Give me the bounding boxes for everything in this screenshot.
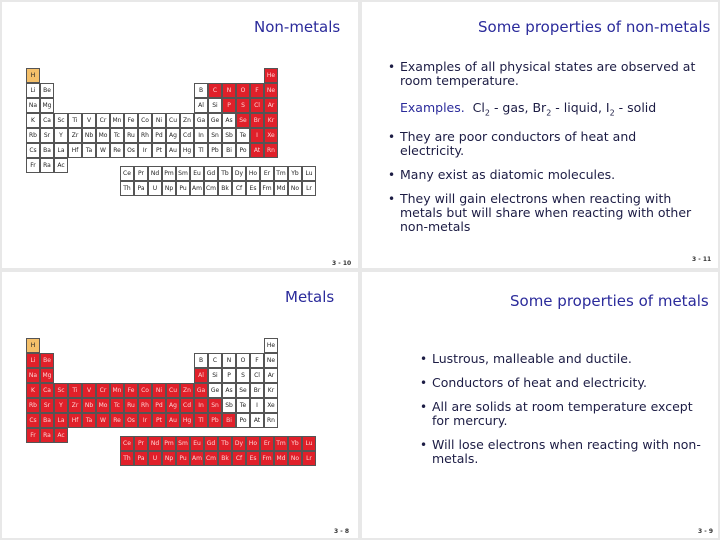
element-ca: Ca (40, 113, 54, 128)
element-cs: Cs (26, 143, 40, 158)
bullet-item: • Lustrous, malleable and ductile. (420, 352, 710, 366)
bromine-state: - liquid, (551, 100, 606, 115)
element-bi: Bi (222, 143, 236, 158)
element-te: Te (236, 398, 250, 413)
element-hg: Hg (180, 413, 194, 428)
element-tl: Tl (194, 413, 208, 428)
element-gd: Gd (204, 436, 218, 451)
element-nb: Nb (82, 128, 96, 143)
element-mg: Mg (40, 368, 54, 383)
element-cl: Cl (250, 98, 264, 113)
element-f: F (250, 353, 264, 368)
element-pm: Pm (162, 166, 176, 181)
element-cs: Cs (26, 413, 40, 428)
element-co: Co (138, 113, 152, 128)
element-br: Br (250, 383, 264, 398)
element-b: B (194, 83, 208, 98)
element-na: Na (26, 368, 40, 383)
element-rb: Rb (26, 398, 40, 413)
element-la: La (54, 143, 68, 158)
element-es: Es (246, 451, 260, 466)
element-pr: Pr (134, 436, 148, 451)
slide-title: Metals (285, 288, 335, 306)
element-pu: Pu (176, 181, 190, 196)
element-ce: Ce (120, 436, 134, 451)
element-s: S (236, 368, 250, 383)
element-rh: Rh (138, 128, 152, 143)
element-u: U (148, 451, 162, 466)
element-rb: Rb (26, 128, 40, 143)
element-ge: Ge (208, 383, 222, 398)
element-tc: Tc (110, 128, 124, 143)
element-la: La (54, 413, 68, 428)
element-pb: Pb (208, 143, 222, 158)
element-zn: Zn (180, 113, 194, 128)
element-lu: Lu (302, 166, 316, 181)
element-cu: Cu (166, 113, 180, 128)
element-mg: Mg (40, 98, 54, 113)
element-cf: Cf (232, 181, 246, 196)
element-sn: Sn (208, 398, 222, 413)
element-mo: Mo (96, 128, 110, 143)
element-fr: Fr (26, 428, 40, 443)
element-cd: Cd (180, 398, 194, 413)
element-br: Br (250, 113, 264, 128)
element-am: Am (190, 451, 204, 466)
element-sr: Sr (40, 128, 54, 143)
element-ac: Ac (54, 428, 68, 443)
element-rh: Rh (138, 398, 152, 413)
element-dy: Dy (232, 166, 246, 181)
element-gd: Gd (204, 166, 218, 181)
element-pb: Pb (208, 413, 222, 428)
element-no: No (288, 451, 302, 466)
element-li: Li (26, 83, 40, 98)
slide-metal-properties (362, 272, 718, 538)
element-lu: Lu (302, 436, 316, 451)
element-p: P (222, 98, 236, 113)
element-ta: Ta (82, 413, 96, 428)
element-s: S (236, 98, 250, 113)
element-c: C (208, 83, 222, 98)
element-cl: Cl (250, 368, 264, 383)
element-mn: Mn (110, 383, 124, 398)
bullet-item: • They will gain electrons when reacting with metals but will share when reacting with other non-metals (388, 192, 700, 234)
element-po: Po (236, 143, 250, 158)
element-mo: Mo (96, 398, 110, 413)
bullet-item: • Will lose electrons when reacting with non-metals. (420, 438, 710, 466)
element-cm: Cm (204, 451, 218, 466)
element-au: Au (166, 143, 180, 158)
element-th: Th (120, 181, 134, 196)
element-md: Md (274, 181, 288, 196)
element-sm: Sm (176, 166, 190, 181)
iodine-state: - solid (614, 100, 657, 115)
element-pu: Pu (176, 451, 190, 466)
bullet-item: • Examples of all physical states are observed at room temperature. (388, 60, 700, 88)
element-pd: Pd (152, 398, 166, 413)
element-ti: Ti (68, 383, 82, 398)
element-eu: Eu (190, 166, 204, 181)
element-al: Al (194, 98, 208, 113)
element-kr: Kr (264, 113, 278, 128)
element-be: Be (40, 353, 54, 368)
slide-metals (2, 272, 358, 538)
element-n: N (222, 83, 236, 98)
bullet-list-bottom (388, 130, 700, 244)
element-c: C (208, 353, 222, 368)
element-se: Se (236, 113, 250, 128)
element-o: O (236, 353, 250, 368)
element-bk: Bk (218, 451, 232, 466)
element-te: Te (236, 128, 250, 143)
element-po: Po (236, 413, 250, 428)
element-er: Er (260, 436, 274, 451)
element-kr: Kr (264, 383, 278, 398)
element-ac: Ac (54, 158, 68, 173)
element-se: Se (236, 383, 250, 398)
element-sb: Sb (222, 128, 236, 143)
element-cm: Cm (204, 181, 218, 196)
element-ca: Ca (40, 383, 54, 398)
element-ce: Ce (120, 166, 134, 181)
element-cf: Cf (232, 451, 246, 466)
element-th: Th (120, 451, 134, 466)
element-ag: Ag (166, 128, 180, 143)
element-nd: Nd (148, 166, 162, 181)
page-number: 3 - 9 (698, 528, 714, 535)
element-he: He (264, 338, 278, 353)
element-os: Os (124, 143, 138, 158)
element-ru: Ru (124, 128, 138, 143)
element-na: Na (26, 98, 40, 113)
element-w: W (96, 413, 110, 428)
element-zr: Zr (68, 128, 82, 143)
element-xe: Xe (264, 398, 278, 413)
element-pm: Pm (162, 436, 176, 451)
element-nd: Nd (148, 436, 162, 451)
element-ga: Ga (194, 383, 208, 398)
element-sr: Sr (40, 398, 54, 413)
element-at: At (250, 143, 264, 158)
element-pa: Pa (134, 451, 148, 466)
element-ra: Ra (40, 428, 54, 443)
element-f: F (250, 83, 264, 98)
element-sc: Sc (54, 383, 68, 398)
element-ag: Ag (166, 398, 180, 413)
element-i: I (250, 128, 264, 143)
element-ge: Ge (208, 113, 222, 128)
element-i: I (250, 398, 264, 413)
element-y: Y (54, 398, 68, 413)
element-lr: Lr (302, 451, 316, 466)
element-ir: Ir (138, 413, 152, 428)
element-os: Os (124, 413, 138, 428)
iodine-formula: $I_2$ (605, 100, 615, 118)
element-np: Np (162, 181, 176, 196)
element-lr: Lr (302, 181, 316, 196)
element-sn: Sn (208, 128, 222, 143)
element-al: Al (194, 368, 208, 383)
element-ti: Ti (68, 113, 82, 128)
slide-title: Non-metals (254, 18, 341, 36)
element-rn: Rn (264, 143, 278, 158)
element-in: In (194, 128, 208, 143)
examples-line (400, 100, 656, 122)
element-fe: Fe (124, 383, 138, 398)
element-hg: Hg (180, 143, 194, 158)
element-ne: Ne (264, 353, 278, 368)
element-ho: Ho (246, 436, 260, 451)
bullet-list (420, 352, 710, 476)
examples-label: Examples. (400, 100, 465, 115)
element-pt: Pt (152, 413, 166, 428)
element-fm: Fm (260, 451, 274, 466)
element-sm: Sm (176, 436, 190, 451)
slide-nonmetals (2, 2, 358, 268)
chlorine-formula: $Cl_2$ (472, 100, 490, 118)
element-tb: Tb (218, 436, 232, 451)
bullet-list-top (388, 60, 700, 98)
element-be: Be (40, 83, 54, 98)
bullet-item: • Many exist as diatomic molecules. (388, 168, 700, 182)
element-y: Y (54, 128, 68, 143)
element-pa: Pa (134, 181, 148, 196)
element-ar: Ar (264, 98, 278, 113)
element-dy: Dy (232, 436, 246, 451)
element-ni: Ni (152, 113, 166, 128)
element-tb: Tb (218, 166, 232, 181)
element-ar: Ar (264, 368, 278, 383)
element-ir: Ir (138, 143, 152, 158)
element-fe: Fe (124, 113, 138, 128)
bullet-item: • Conductors of heat and electricity. (420, 376, 710, 390)
element-ta: Ta (82, 143, 96, 158)
page-number: 3 - 11 (692, 256, 712, 263)
element-b: B (194, 353, 208, 368)
element-p: P (222, 368, 236, 383)
element-as: As (222, 113, 236, 128)
element-no: No (288, 181, 302, 196)
slide-nonmetal-properties (362, 2, 718, 268)
element-re: Re (110, 413, 124, 428)
element-bi: Bi (222, 413, 236, 428)
element-ra: Ra (40, 158, 54, 173)
element-rn: Rn (264, 413, 278, 428)
element-ba: Ba (40, 143, 54, 158)
element-bk: Bk (218, 181, 232, 196)
element-v: V (82, 113, 96, 128)
slide-title: Some properties of non-metals (478, 18, 711, 36)
element-hf: Hf (68, 143, 82, 158)
element-re: Re (110, 143, 124, 158)
element-fm: Fm (260, 181, 274, 196)
element-h: H (26, 68, 40, 83)
element-pd: Pd (152, 128, 166, 143)
element-xe: Xe (264, 128, 278, 143)
element-md: Md (274, 451, 288, 466)
element-hf: Hf (68, 413, 82, 428)
element-sb: Sb (222, 398, 236, 413)
element-eu: Eu (190, 436, 204, 451)
element-co: Co (138, 383, 152, 398)
element-fr: Fr (26, 158, 40, 173)
element-si: Si (208, 98, 222, 113)
element-in: In (194, 398, 208, 413)
element-cr: Cr (96, 383, 110, 398)
element-k: K (26, 113, 40, 128)
element-au: Au (166, 413, 180, 428)
element-tm: Tm (274, 436, 288, 451)
page-number: 3 - 8 (334, 528, 350, 535)
element-ho: Ho (246, 166, 260, 181)
element-he: He (264, 68, 278, 83)
element-er: Er (260, 166, 274, 181)
element-u: U (148, 181, 162, 196)
element-ru: Ru (124, 398, 138, 413)
element-o: O (236, 83, 250, 98)
chlorine-state: - gas, (489, 100, 533, 115)
element-li: Li (26, 353, 40, 368)
bullet-item: • All are solids at room temperature except for mercury. (420, 400, 710, 428)
element-yb: Yb (288, 436, 302, 451)
element-cd: Cd (180, 128, 194, 143)
element-mn: Mn (110, 113, 124, 128)
element-yb: Yb (288, 166, 302, 181)
element-pr: Pr (134, 166, 148, 181)
element-nb: Nb (82, 398, 96, 413)
page-number: 3 - 10 (332, 260, 352, 267)
element-w: W (96, 143, 110, 158)
element-tc: Tc (110, 398, 124, 413)
slide-title: Some properties of metals (510, 292, 709, 310)
element-am: Am (190, 181, 204, 196)
element-pt: Pt (152, 143, 166, 158)
element-at: At (250, 413, 264, 428)
element-es: Es (246, 181, 260, 196)
element-tl: Tl (194, 143, 208, 158)
element-k: K (26, 383, 40, 398)
element-cr: Cr (96, 113, 110, 128)
element-zn: Zn (180, 383, 194, 398)
element-np: Np (162, 451, 176, 466)
element-as: As (222, 383, 236, 398)
element-v: V (82, 383, 96, 398)
element-ga: Ga (194, 113, 208, 128)
element-zr: Zr (68, 398, 82, 413)
bromine-formula: $Br_2$ (532, 100, 552, 118)
element-h: H (26, 338, 40, 353)
element-sc: Sc (54, 113, 68, 128)
element-tm: Tm (274, 166, 288, 181)
element-si: Si (208, 368, 222, 383)
element-ba: Ba (40, 413, 54, 428)
element-ne: Ne (264, 83, 278, 98)
element-n: N (222, 353, 236, 368)
element-ni: Ni (152, 383, 166, 398)
bullet-item: • They are poor conductors of heat and electricity. (388, 130, 700, 158)
element-cu: Cu (166, 383, 180, 398)
